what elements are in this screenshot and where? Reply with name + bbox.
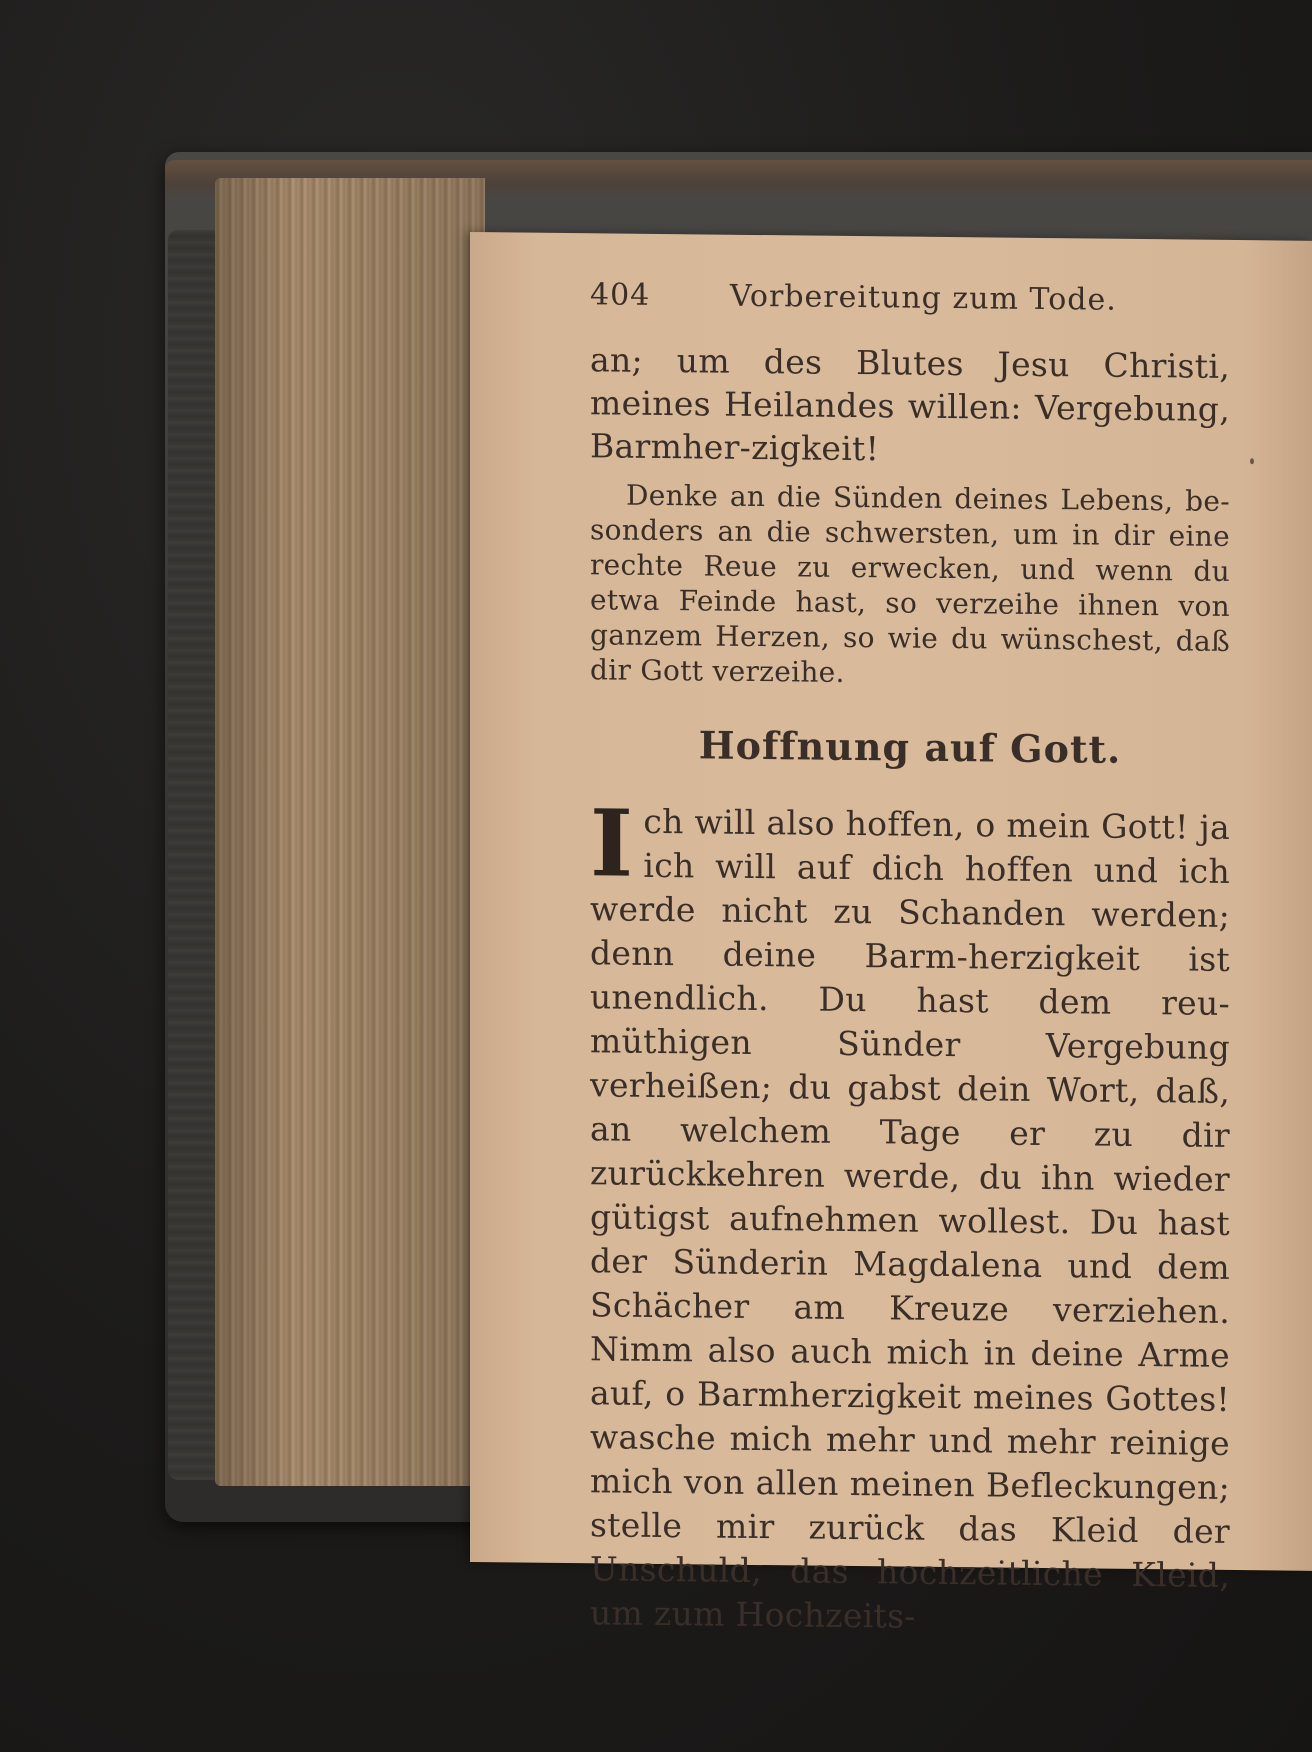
page-fore-edge-shadow bbox=[215, 178, 485, 1486]
page-number: 404 bbox=[590, 277, 651, 313]
paragraph-instruction: Denke an die Sünden deines Lebens, be-sonders an die schwersten, um in dir eine rechte Reue zu erwecken, und wenn du etwa Feinde hast, so verzeihe ihnen von ganzem Herzen, so wie du wünschest, daß dir Gott verzeihe. bbox=[590, 478, 1230, 689]
book-page bbox=[470, 232, 1312, 1636]
running-head bbox=[590, 277, 1230, 319]
drop-cap-initial: I bbox=[590, 789, 634, 898]
paragraph-continuation: an; um des Blutes Jesu Christi, meines Heilandes willen: Vergebung, Barmher-zigkeit! bbox=[590, 340, 1230, 469]
paper-spot bbox=[1250, 458, 1254, 464]
page-text-block bbox=[590, 277, 1230, 1675]
section-body-text: ch will also hoffen, o mein Gott! ja ich will auf dich hoffen und ich werde nicht zu Schanden werden; denn deine Barm-herzigkeit ist unendlich. Du hast dem reu-müthigen Sünder Vergebung verheißen; du gabst dein Wort, daß, an welchem Tage er zu dir zurückkehren werde, du ihn wieder gütigst aufnehmen wollest. Du hast der Sünderin Magdalena und dem Schächer am Kreuze verziehen. Nimm also auch mich in deine Arme auf, o Barmherzigkeit meines Gottes! wasche mich mehr und mehr reinige mich von allen meinen Befleckungen; stelle mir zurück das Kleid der Unschuld, das hochzeitliche Kleid, um zum Hochzeits- bbox=[590, 801, 1230, 1636]
section-body bbox=[590, 789, 1230, 1642]
section-heading: Hoffnung auf Gott. bbox=[698, 722, 1122, 772]
running-title: Vorbereitung zum Tode. bbox=[730, 278, 1117, 318]
